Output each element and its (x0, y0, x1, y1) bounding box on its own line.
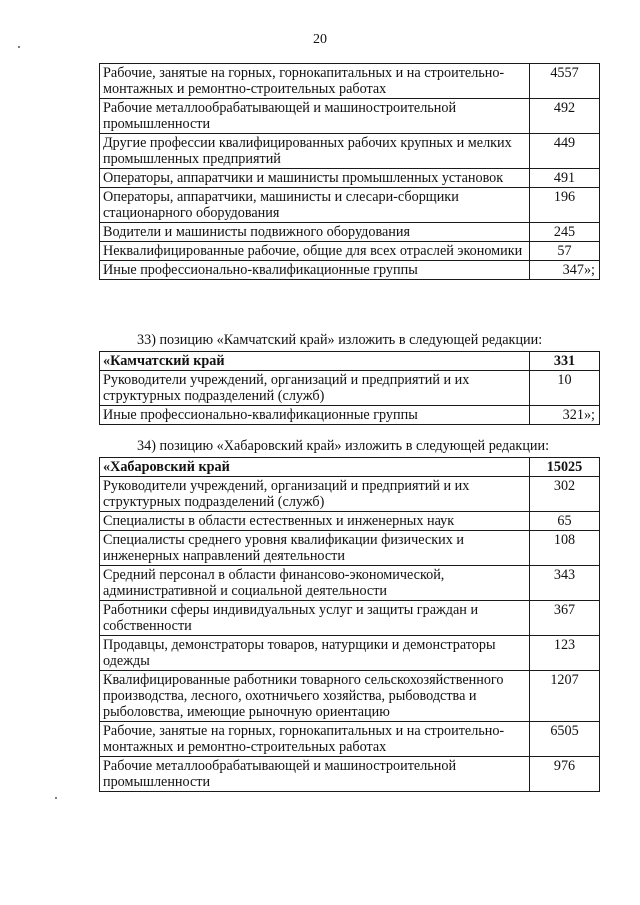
row-label: Средний персонал в области финансово-экономической, административной и социальной деятельности (100, 566, 530, 601)
row-value: 449 (530, 134, 600, 169)
row-value: 65 (530, 512, 600, 531)
row-label: Операторы, аппаратчики, машинисты и слесари-сборщики стационарного оборудования (100, 188, 530, 223)
row-value: 321»; (530, 406, 600, 425)
table-header-row (100, 352, 600, 371)
row-value: 10 (530, 371, 600, 406)
row-value: 347»; (530, 261, 600, 280)
table-row (100, 261, 600, 280)
table-row (100, 722, 600, 757)
table-row (100, 134, 600, 169)
table-row (100, 512, 600, 531)
row-label: Продавцы, демонстраторы товаров, натурщики и демонстраторы одежды (100, 636, 530, 671)
table-row (100, 671, 600, 722)
table-row (100, 757, 600, 792)
instruction-kamchatka: 33) позицию «Камчатский край» изложить в следующей редакции: (137, 332, 543, 348)
table-row (100, 242, 600, 261)
row-label: Операторы, аппаратчики и машинисты промышленных установок (100, 169, 530, 188)
row-value: 976 (530, 757, 600, 792)
row-value: 1207 (530, 671, 600, 722)
table-row (100, 531, 600, 566)
row-label: Рабочие, занятые на горных, горнокапитальных и на строительно-монтажных и ремонтно-строительных работах (100, 64, 530, 99)
row-value: 367 (530, 601, 600, 636)
table-khabarovsk (99, 457, 600, 792)
table-row (100, 371, 600, 406)
row-label: Рабочие, занятые на горных, горнокапитальных и на строительно-монтажных и ремонтно-строительных работах (100, 722, 530, 757)
row-value: 123 (530, 636, 600, 671)
row-value: 4557 (530, 64, 600, 99)
region-total: 331 (530, 352, 600, 371)
row-label: Рабочие металлообрабатывающей и машиностроительной промышленности (100, 757, 530, 792)
scan-speck (55, 797, 57, 799)
row-value: 196 (530, 188, 600, 223)
table-row (100, 477, 600, 512)
row-label: Работники сферы индивидуальных услуг и защиты граждан и собственности (100, 601, 530, 636)
row-value: 245 (530, 223, 600, 242)
row-value: 492 (530, 99, 600, 134)
region-name: «Камчатский край (100, 352, 530, 371)
row-label: Специалисты среднего уровня квалификации физических и инженерных направлений деятельности (100, 531, 530, 566)
page-number: 20 (313, 32, 327, 47)
row-value: 343 (530, 566, 600, 601)
region-total: 15025 (530, 458, 600, 477)
table-row (100, 169, 600, 188)
row-label: Руководители учреждений, организаций и предприятий и их структурных подразделений (служб) (100, 477, 530, 512)
row-label: Квалифицированные работники товарного сельскохозяйственного производства, лесного, охотничьего хозяйства, рыбоводства и рыболовства, имеющие рыночную ориентацию (100, 671, 530, 722)
table-kamchatka (99, 351, 600, 425)
instruction-khabarovsk: 34) позицию «Хабаровский край» изложить в следующей редакции: (137, 438, 550, 454)
row-label: Иные профессионально-квалификационные группы (100, 261, 530, 280)
row-label: Другие профессии квалифицированных рабочих крупных и мелких промышленных предприятий (100, 134, 530, 169)
row-value: 491 (530, 169, 600, 188)
table-row (100, 99, 600, 134)
table-row (100, 601, 600, 636)
row-value: 57 (530, 242, 600, 261)
region-name: «Хабаровский край (100, 458, 530, 477)
row-value: 108 (530, 531, 600, 566)
table-row (100, 64, 600, 99)
row-value: 302 (530, 477, 600, 512)
scan-speck (18, 46, 20, 48)
table-header-row (100, 458, 600, 477)
row-label: Неквалифицированные рабочие, общие для всех отраслей экономики (100, 242, 530, 261)
table-row (100, 223, 600, 242)
row-label: Руководители учреждений, организаций и предприятий и их структурных подразделений (служб) (100, 371, 530, 406)
row-value: 6505 (530, 722, 600, 757)
table-row (100, 406, 600, 425)
row-label: Рабочие металлообрабатывающей и машиностроительной промышленности (100, 99, 530, 134)
table-row (100, 188, 600, 223)
row-label: Водители и машинисты подвижного оборудования (100, 223, 530, 242)
table-row (100, 566, 600, 601)
table-row (100, 636, 600, 671)
row-label: Иные профессионально-квалификационные группы (100, 406, 530, 425)
table-continued (99, 63, 600, 280)
row-label: Специалисты в области естественных и инженерных наук (100, 512, 530, 531)
